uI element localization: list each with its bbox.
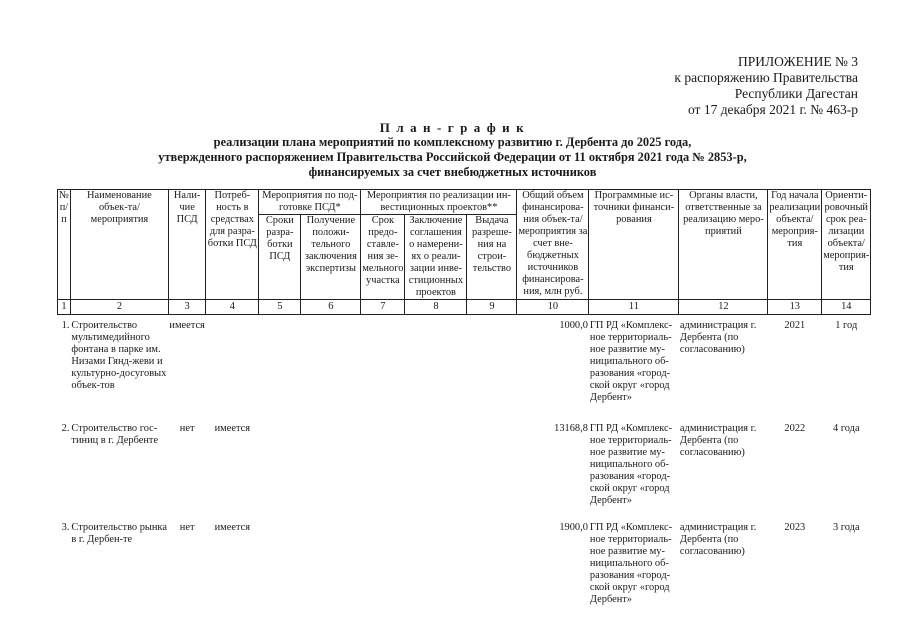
header-group-investment: Мероприятия по реализации ин-вестиционных проектов** bbox=[361, 190, 517, 215]
table-row bbox=[58, 515, 871, 606]
header-program-sources: Программные ис-точники финанси-рования bbox=[589, 190, 679, 300]
header-term: Ориенти-ровочный срок реа-лизации объекта/ мероприя-тия bbox=[822, 190, 871, 300]
header-land-term: Срок предо-ставле-ния зе-мельного участка bbox=[361, 215, 405, 300]
header-start-year: Год начала реализации объекта/ мероприя-тия bbox=[768, 190, 822, 300]
column-number: 1 bbox=[58, 300, 71, 315]
header-total-financing: Общий объем финансирова-ния объек-та/мероприятия за счет вне-бюджетных источников финансирова-ния, млн руб. bbox=[517, 190, 589, 300]
row-number: 2. bbox=[61, 423, 70, 434]
column-numbers-row bbox=[58, 300, 871, 315]
row-number: 1. bbox=[61, 320, 70, 331]
table-row bbox=[58, 416, 871, 515]
column-number: 2 bbox=[70, 300, 168, 315]
program-source: ГП РД «Комплекс-ное территориаль-ное развитие му-ниципального об-разования «город-ской округ «город Дербент» bbox=[589, 522, 673, 605]
header-number: № п/п bbox=[58, 190, 71, 300]
column-number: 13 bbox=[768, 300, 822, 315]
header-permit: Выдача разреше-ния на строи-тельство bbox=[467, 215, 517, 300]
start-year: 2021 bbox=[784, 320, 806, 331]
total-financing: 1000,0 bbox=[559, 320, 588, 331]
psd-need: имеется bbox=[214, 423, 251, 434]
total-financing: 13168,8 bbox=[554, 423, 588, 434]
title-line-1: реализации плана мероприятий по комплексному развитию г. Дербента до 2025 года, bbox=[213, 135, 692, 149]
psd-status: нет bbox=[179, 522, 195, 533]
title-line-2: утвержденного распоряжением Правительства Российской Федерации от 11 октября 2021 года № 2853-р, bbox=[158, 150, 747, 164]
start-year: 2023 bbox=[784, 522, 806, 533]
column-number: 10 bbox=[517, 300, 589, 315]
program-source: ГП РД «Комплекс-ное территориаль-ное развитие му-ниципального об-разования «город-ской округ «город Дербент» bbox=[589, 423, 673, 506]
column-number: 6 bbox=[301, 300, 361, 315]
responsible-authority: администрация г. Дербента (по согласованию) bbox=[679, 522, 757, 557]
header-authorities: Органы власти, ответственные за реализацию меро-приятий bbox=[679, 190, 768, 300]
column-number: 4 bbox=[206, 300, 259, 315]
title-plan: П л а н - г р а ф и к bbox=[379, 120, 526, 135]
table-row bbox=[58, 315, 871, 417]
implementation-term: 1 год bbox=[835, 320, 858, 331]
column-number: 9 bbox=[467, 300, 517, 315]
object-name: Строительство гос-тиниц в г. Дербенте bbox=[71, 423, 159, 446]
responsible-authority: администрация г. Дербента (по согласованию) bbox=[679, 320, 757, 355]
annex-header bbox=[674, 54, 858, 118]
header-name: Наименование объек-та/мероприятия bbox=[70, 190, 168, 300]
object-name: Строительство мультимедийного фонтана в парке им. Низами Гянд-жеви и культурно-досуговых объек-тов bbox=[71, 320, 167, 391]
column-number: 8 bbox=[405, 300, 467, 315]
column-number: 5 bbox=[259, 300, 301, 315]
header-group-psd: Мероприятия по под-готовке ПСД* bbox=[259, 190, 361, 215]
object-name: Строительство рынка в г. Дербен-те bbox=[71, 522, 167, 545]
program-source: ГП РД «Комплекс-ное территориаль-ное развитие му-ниципального об-разования «город-ской округ «город Дербент» bbox=[589, 320, 673, 403]
header-need: Потреб-ность в средствах для разра-ботки ПСД bbox=[206, 190, 259, 300]
annex-republic: Республики Дагестан bbox=[734, 86, 858, 101]
header-agreement: Заключение соглашения о намерени-ях о реали-зации инве-стиционных проектов bbox=[405, 215, 467, 300]
responsible-authority: администрация г. Дербента (по согласованию) bbox=[679, 423, 757, 458]
implementation-term: 3 года bbox=[832, 522, 860, 533]
column-number: 14 bbox=[822, 300, 871, 315]
psd-need: имеется bbox=[214, 522, 251, 533]
implementation-term: 4 года bbox=[832, 423, 860, 434]
schedule-table bbox=[57, 189, 871, 606]
title-line-3: финансируемых за счет внебюджетных источников bbox=[308, 165, 597, 179]
column-number: 11 bbox=[589, 300, 679, 315]
header-psd: Нали-чие ПСД bbox=[168, 190, 205, 300]
column-number: 12 bbox=[679, 300, 768, 315]
psd-status: имеется bbox=[169, 320, 205, 331]
header-expertise: Получение положи-тельного заключения экспертизы bbox=[301, 215, 361, 300]
annex-date: от 17 декабря 2021 г. № 463-р bbox=[687, 102, 858, 117]
annex-number: ПРИЛОЖЕНИЕ № 3 bbox=[737, 54, 858, 69]
document-title bbox=[0, 120, 905, 180]
column-number: 3 bbox=[168, 300, 205, 315]
total-financing: 1900,0 bbox=[559, 522, 588, 533]
start-year: 2022 bbox=[784, 423, 806, 434]
annex-reference: к распоряжению Правительства bbox=[674, 70, 858, 85]
header-psd-dev-term: Сроки разра-ботки ПСД bbox=[259, 215, 301, 300]
psd-need bbox=[206, 315, 259, 417]
row-number: 3. bbox=[61, 522, 70, 533]
psd-status: нет bbox=[179, 423, 195, 434]
column-number: 7 bbox=[361, 300, 405, 315]
